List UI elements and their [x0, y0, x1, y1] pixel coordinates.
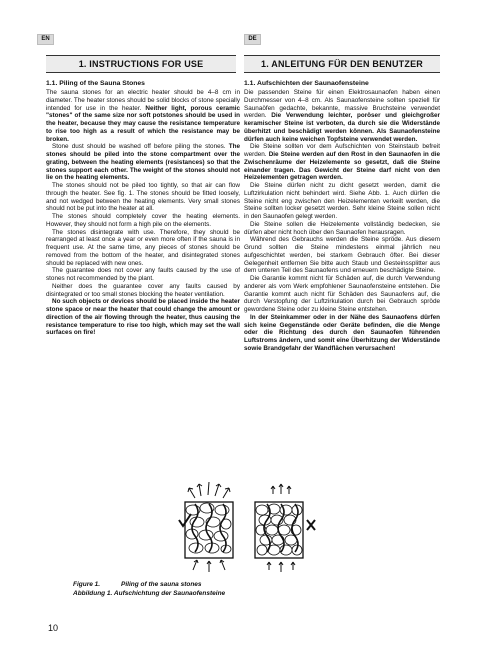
paragraph: Die Steine sollten vor dem Aufschichten von Steinstaub befreit werden. Die Steine werden auf den Rost in den Saunaofen in die Zwischenräume der Heizelemente so gesetzt, daß die Steine einander tragen. Das Gewicht der Steine darf nicht von den Heizelementen getragen werden. — [244, 143, 440, 182]
paragraph: Stone dust should be washed off before piling the stones. The stones should be piled into the stone compartment over the grating, between the heating elements (resistances) so that the stones support each other. The weight of the stones should not lie on the heating elements. — [46, 143, 240, 182]
lang-tag-de: DE — [244, 34, 261, 45]
subheading-en: 1.1. Piling of the Sauna Stones — [46, 80, 145, 87]
stone-piling-figure — [177, 482, 317, 572]
column-de — [244, 80, 440, 353]
paragraph: The sauna stones for an electric heater should be 4–8 cm in diameter. The heater stones should be solid blocks of stone specially intended for use in the heater. Neither light, porous ceramic "stones" of the same size nor soft potstones should be used in the heater, because they may cause the resistance temperature to rise too high as a result of which the resistance may be broken. — [46, 89, 241, 143]
paragraph-warning: No such objects or devices should be placed inside the heater stone space or near the heater that could change the amount or direction of the air flowing through the heater, thus causing the resistance temperature to rise too high, which may set the wall surfaces on fire! — [46, 298, 240, 337]
subheading-de: 1.1. Aufschichten der Saunaofensteine — [244, 80, 369, 87]
paragraph: Neither does the guarantee cover any faults caused by disintegrated or too small stones blocking the heater ventilation. — [46, 282, 240, 298]
incorrect-piling-icon — [255, 484, 315, 572]
figure-caption-de: Abbildung 1. Aufschichtung der Saunaofensteine — [73, 589, 226, 597]
section-title-de: 1. ANLEITUNG FÜR DEN BENUTZER — [244, 55, 440, 73]
column-en — [46, 80, 240, 337]
page-number: 10 — [48, 623, 59, 633]
paragraph: The guarantee does not cover any faults caused by the use of stones not recommended by the plant. — [46, 267, 240, 283]
paragraph: Die Steine sollen die Heizelemente vollständig bedecken, sie dürfen aber nicht hoch über den Saunaofen herausragen. — [244, 220, 440, 236]
correct-piling-icon — [179, 482, 233, 572]
paragraph: Die Steine dürfen nicht zu dicht gesetzt werden, damit die Luftzirkulation nicht behindert wird. Siehe Abb. 1. Auch dürfen die Steine nicht eng zwischen den Heizelementen verkeilt werden, die Steine sollten locker gesetzt werden. Sehr kleine Steine sollen nicht in den Saunaofen gelegt werden. — [244, 182, 440, 221]
paragraph: The stones should completely cover the heating elements. However, they should not form a high pile on the elements. — [46, 213, 240, 228]
figure-caption — [73, 581, 225, 598]
paragraph: Während des Gebrauchs werden die Steine spröde. Aus diesem Grund sollten die Steine mindestens einmal jährlich neu aufgeschichtet werden, bei starkem Gebrauch öfter. Bei dieser Gelegenheit entfernen Sie bitte auch Staub und Gesteinssplitter aus dem unteren Teil des Saunaofens und erneuern beschädigte Steine. — [244, 236, 440, 275]
paragraph: Die passenden Steine für einen Elektrosaunaofen haben einen Durchmesser von 4–8 cm. Als Saunaofensteine sollten speziell für Saunaöfen gedachte, bekannte, massive Bruchsteine verwendet werden. Die Verwendung leichter, poröser und gleichgroßer keramischer Steine ist verboten, da durch sie die Widerstände überhitzt und beschädigt werden können. Als Saunaofensteine dürfen auch keine weichen Topfsteine verwendet werden. — [244, 89, 440, 143]
section-title-en: 1. INSTRUCTIONS FOR USE — [46, 55, 236, 73]
figure-caption-en: Figure 1. Piling of the sauna stones — [73, 581, 202, 588]
paragraph-warning: In der Steinkammer oder in der Nähe des Saunaofens dürfen sich keine Gegenstände oder Geräte befinden, die die Menge oder die Richtung des durch den Saunaofen führenden Luftstroms ändern, und somit eine Überhitzung der Widerstände sowie Brandgefahr der Wandflächen verursachen! — [244, 313, 440, 352]
paragraph: The stones disintegrate with use. Therefore, they should be rearranged at least once a year or even more often if the sauna is in frequent use. At the same time, any pieces of stones should be removed from the bottom of the heater, and disintegrated stones should be replaced with new ones. — [46, 228, 240, 267]
lang-tag-en: EN — [37, 34, 54, 45]
paragraph: Die Garantie kommt nicht für Schäden auf, die durch Verwendung anderer als vom Werk empfohlener Saunaofensteine entstehen. Die Garantie kommt auch nicht für Schäden des Saunaofens auf, die durch Verstopfung der Luftzirkulation durch bei Gebrauch spröde gewordene Steine oder zu kleine Steine entstehen. — [244, 275, 440, 314]
paragraph: The stones should not be piled too tightly, so that air can flow through the heater. See fig. 1. The stones should be fitted loosely, and not wedged between the heating elements. Very small stones should not be put into the heater at all. — [46, 182, 240, 213]
